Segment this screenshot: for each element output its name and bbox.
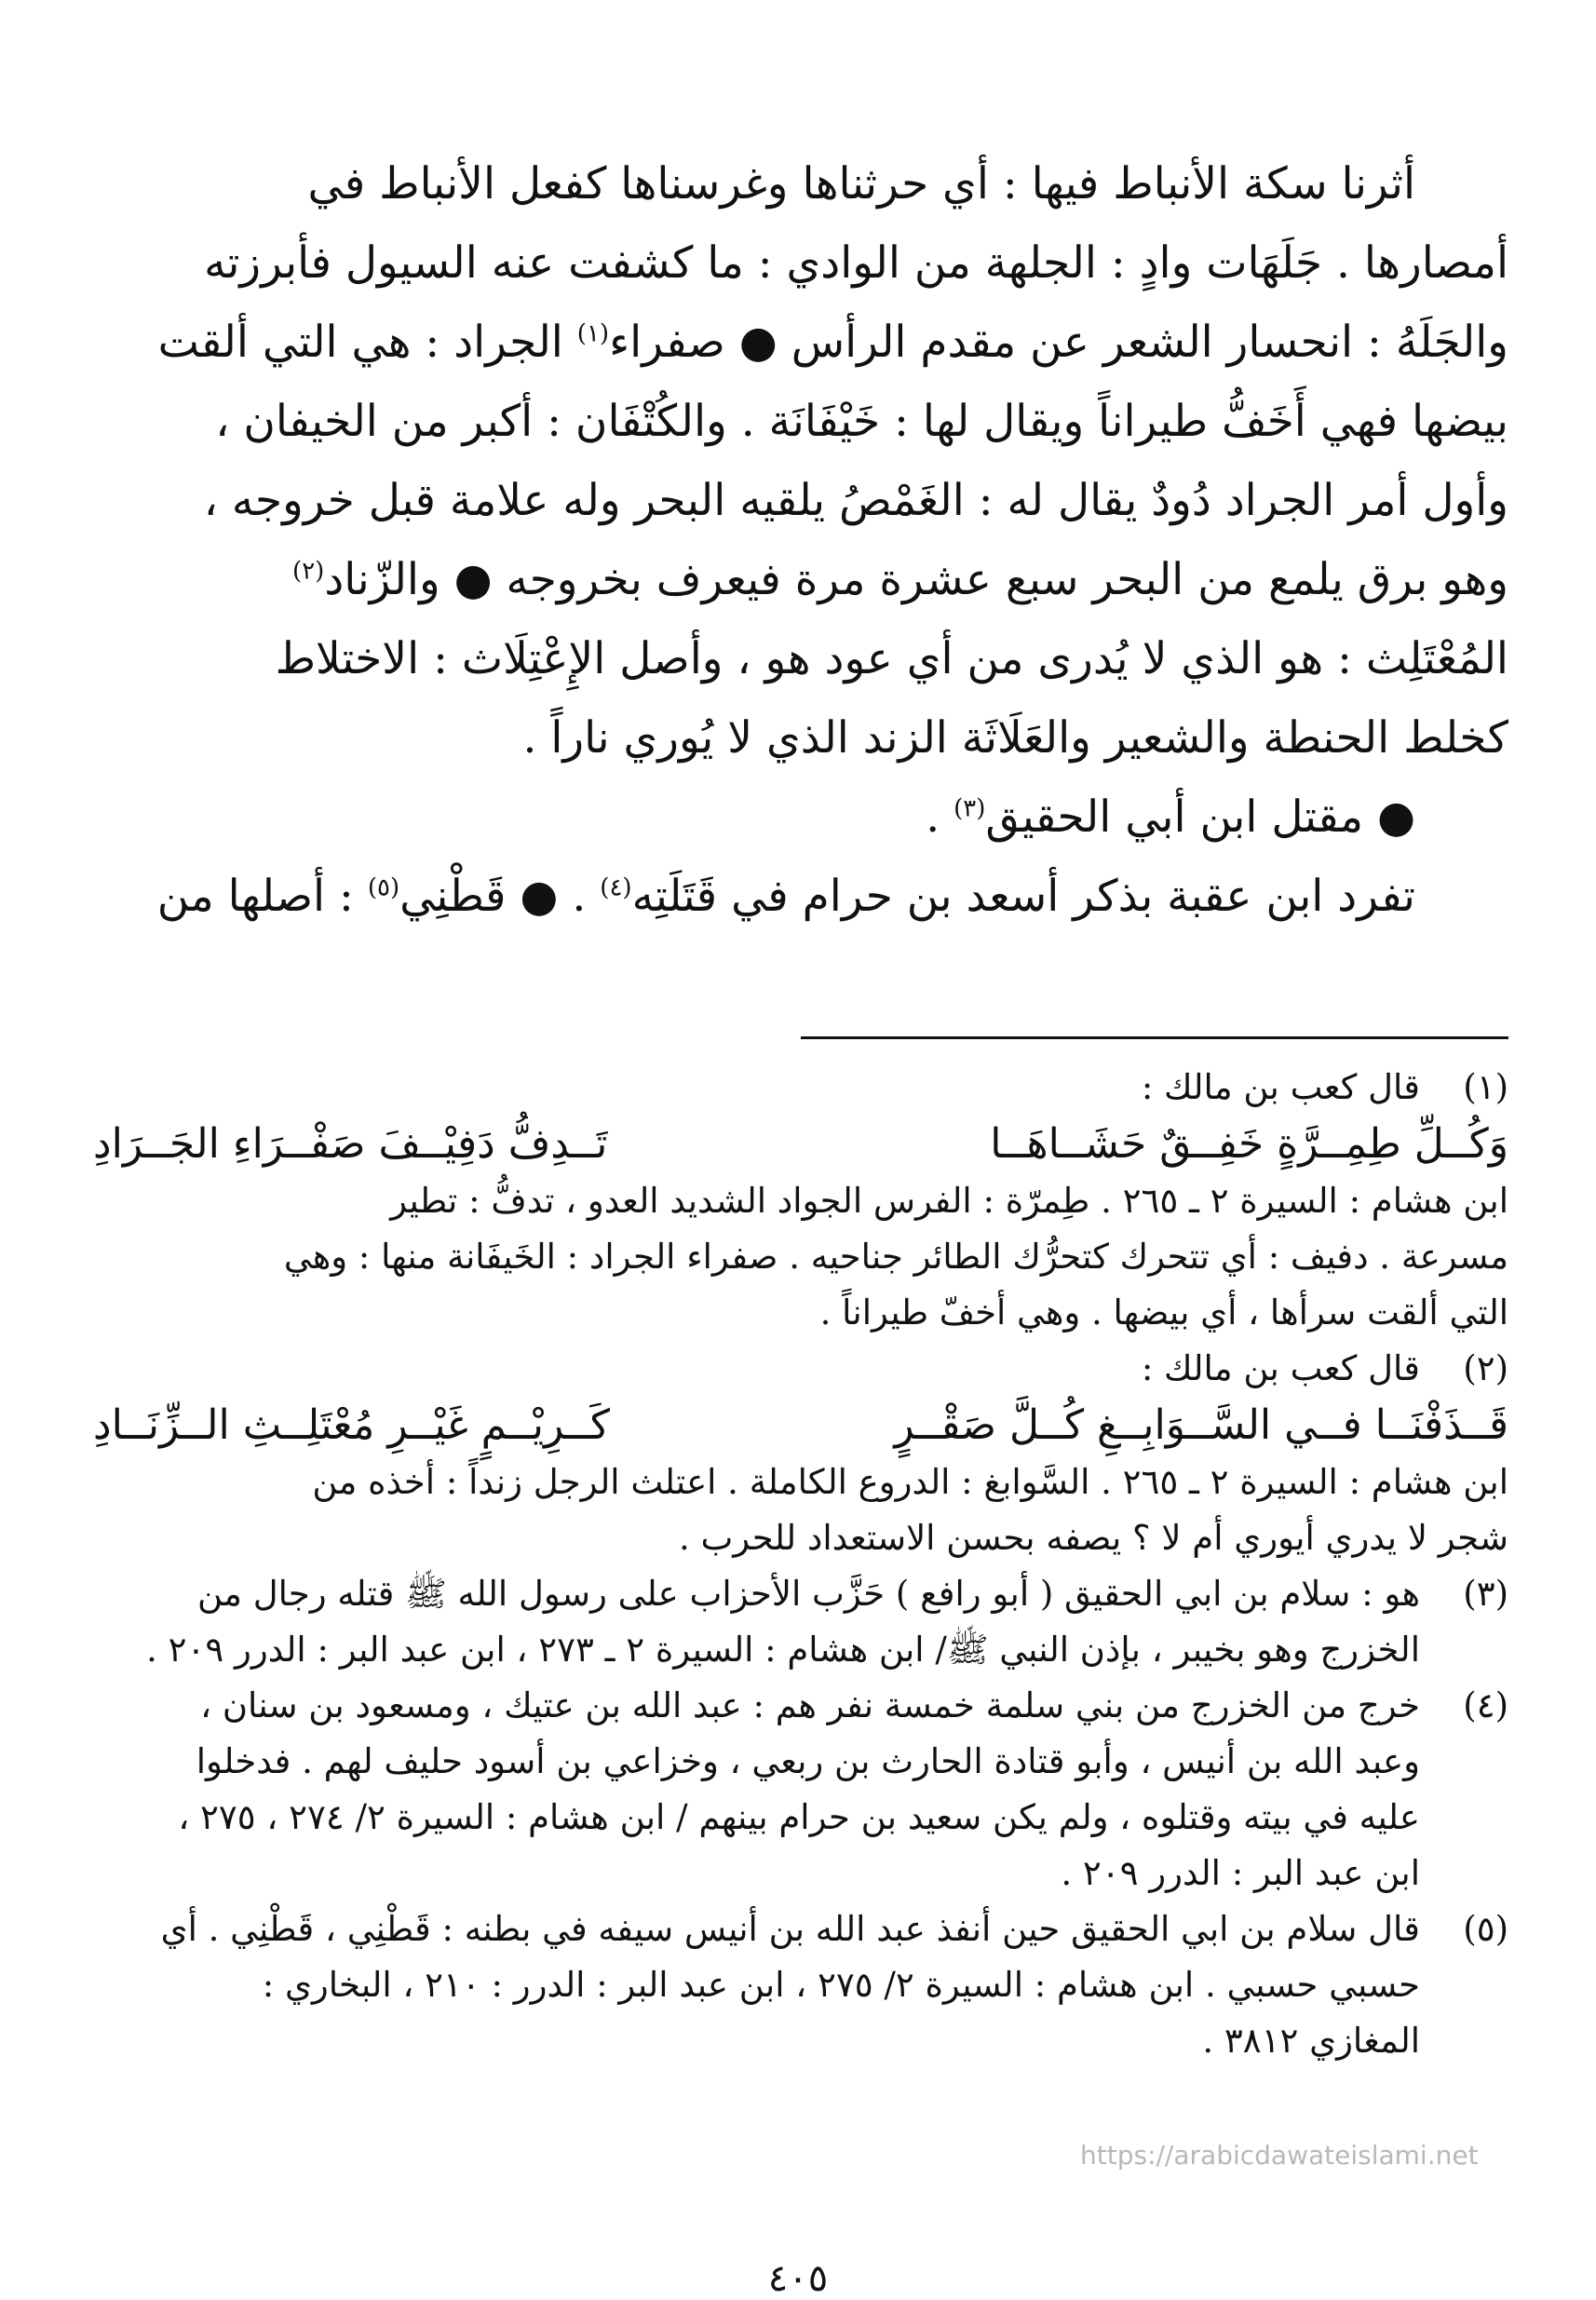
- main-line-segment: . ● قَطْنِي: [399, 871, 587, 922]
- footnote-continuation: [93, 1173, 1508, 1341]
- main-line: أمصارها . جَلَهَات وادٍ : الجلهة من الوادي : ما كشفت عنه السيول فأبرزته: [204, 237, 1508, 289]
- footnote-line: عليه في بيته وقتلوه ، ولم يكن سعيد بن حرام بينهم / ابن هشام : السيرة ٢/ ٢٧٤ ، ٢٧٥ ،: [178, 1797, 1420, 1837]
- main-line-segment: .: [926, 791, 940, 843]
- footnote-line: وعبد الله بن أنيس ، وأبو قتادة الحارث بن ربعي ، وخزاعي بن أسود حليف لهم . فدخلوا: [196, 1741, 1420, 1781]
- main-line: بيضها فهي أَخَفُّ طيراناً ويقال لها : خَيْفَانَة . والكُتْفَان : أكبر من الخيفان ،: [215, 396, 1508, 447]
- main-line-segment: والجَلَهُ : انحسار الشعر عن مقدم الرأس ● صفراء: [609, 317, 1508, 368]
- footnotes: [93, 1060, 1508, 2069]
- footnote-line: شجر لا يدري أيوري أم لا ؟ يصفه بحسن الاستعداد للحرب .: [678, 1518, 1508, 1558]
- footnote: [93, 1566, 1508, 1678]
- main-line: [93, 857, 1508, 936]
- watermark-url: https://arabicdawateislami.net: [1080, 2140, 1479, 2171]
- footnote: [93, 1060, 1508, 1116]
- footnote-continuation: [93, 1454, 1508, 1566]
- footnote: [93, 1341, 1508, 1397]
- footnote-number: (١): [1463, 1067, 1508, 1107]
- footnote-line: التي ألقت سرأها ، أي بيضها . وهي أخفّ طيراناً .: [819, 1292, 1508, 1333]
- footnote-line: خرج من الخزرج من بني سلمة خمسة نفر هم : عبد الله بن عتيك ، ومسعود بن سنان ،: [200, 1685, 1420, 1725]
- footnote-ref: (١): [576, 319, 610, 348]
- main-line: كخلط الحنطة والشعير والعَلَاثَة الزند الذي لا يُوري ناراً .: [522, 712, 1508, 764]
- footnote-ref: (٣): [954, 794, 986, 823]
- main-line: [93, 303, 1508, 382]
- footnote: [93, 1901, 1508, 2069]
- main-line: وأول أمر الجراد دُودٌ يقال له : الغَمْصُ يلقيه البحر وله علامة قبل خروجه ،: [203, 475, 1508, 526]
- footnote-number: (٤): [1463, 1685, 1508, 1725]
- footnote: [93, 1678, 1508, 1901]
- footnote-number: (٥): [1463, 1909, 1508, 1949]
- poetry-verse: [93, 1116, 1508, 1173]
- verse-hemistich: قَــذَفْنَــا فــي السَّــوَابِــغِ كُــلَّ صَقْــرٍ: [894, 1401, 1508, 1449]
- main-line-segment: ● مقتل ابن أبي الحقيق: [985, 791, 1415, 843]
- footnote-line: مسرعة . دفيف : أي تتحرك كتحرُّك الطائر جناحيه . صفراء الجراد : الخَيفَانة منها : وهي: [283, 1237, 1508, 1277]
- footnote-line: المغازي ٣٨١٢ .: [1202, 2021, 1420, 2061]
- footnote-number: (٣): [1463, 1574, 1508, 1614]
- footnote-line: ابن هشام : السيرة ٢ ـ ٢٦٥ . طِمرّة : الفرس الجواد الشديد العدو ، تدفُّ : تطير: [390, 1181, 1508, 1221]
- main-line: أثرنا سكة الأنباط فيها : أي حرثناها وغرسناها كفعل الأنباط في: [307, 158, 1415, 210]
- main-line: [93, 778, 1508, 857]
- footnote-ref: (٥): [367, 873, 400, 902]
- main-line: [93, 540, 1508, 619]
- footnote-line: قال سلام بن ابي الحقيق حين أنفذ عبد الله بن أنيس سيفه في بطنه : قَطْنِي ، قَطْنِي . أي: [160, 1909, 1420, 1949]
- footnote-line: ابن هشام : السيرة ٢ ـ ٢٦٥ . السَّوابغ : الدروع الكاملة . اعتلث الرجل زنداً : أخذه من: [312, 1462, 1508, 1502]
- footnote-line: قال كعب بن مالك :: [1141, 1067, 1420, 1107]
- main-line: المُعْتَلِث : هو الذي لا يُدرى من أي عود هو ، وأصل الإِعْتِلَاث : الاختلاط: [275, 633, 1508, 684]
- main-line-segment: الجراد : هي التي ألقت: [157, 317, 563, 368]
- verse-hemistich: تَــدِفُّ دَفِيْــفَ صَفْــرَاءِ الجَــرَادِ: [93, 1120, 608, 1168]
- main-line-segment: وهو برق يلمع من البحر سبع عشرة مرة فيعرف بخروجه ● والزّناد: [324, 554, 1508, 605]
- main-line-segment: : أصلها من: [156, 871, 354, 922]
- footnote-line: هو : سلام بن ابي الحقيق ( أبو رافع ) حَزَّب الأحزاب على رسول الله ﷺ قتله رجال من: [196, 1574, 1420, 1614]
- verse-hemistich: كَــرِيْــمٍ غَيْــرِ مُعْتَلِــثِ الــزِّنَــادِ: [93, 1401, 610, 1449]
- footnote-number: (٢): [1463, 1348, 1508, 1388]
- page-number: ٤٠٥: [767, 2257, 829, 2300]
- main-line-segment: تفرد ابن عقبة بذكر أسعد بن حرام في قَتَلَتِه: [631, 871, 1415, 922]
- footnote-ref: (٤): [600, 873, 632, 902]
- footnote-separator: [801, 1036, 1508, 1039]
- footnote-ref: (٢): [292, 557, 325, 586]
- footnote-line: قال كعب بن مالك :: [1141, 1348, 1420, 1388]
- main-text: [93, 144, 1508, 936]
- poetry-verse: [93, 1397, 1508, 1454]
- verse-hemistich: وَكُــلِّ طِمِــرَّةٍ خَفِــقٌ حَشَــاهَــا: [990, 1120, 1508, 1168]
- footnote-line: ابن عبد البر : الدرر ٢٠٩ .: [1061, 1853, 1420, 1893]
- footnote-line: الخزرج وهو بخيبر ، بإذن النبي ﷺ/ ابن هشام : السيرة ٢ ـ ٢٧٣ ، ابن عبد البر : الدرر ٢٠٩ .: [146, 1630, 1420, 1670]
- footnote-line: حسبي حسبي . ابن هشام : السيرة ٢/ ٢٧٥ ، ابن عبد البر : الدرر : ٢١٠ ، البخاري :: [262, 1965, 1420, 2005]
